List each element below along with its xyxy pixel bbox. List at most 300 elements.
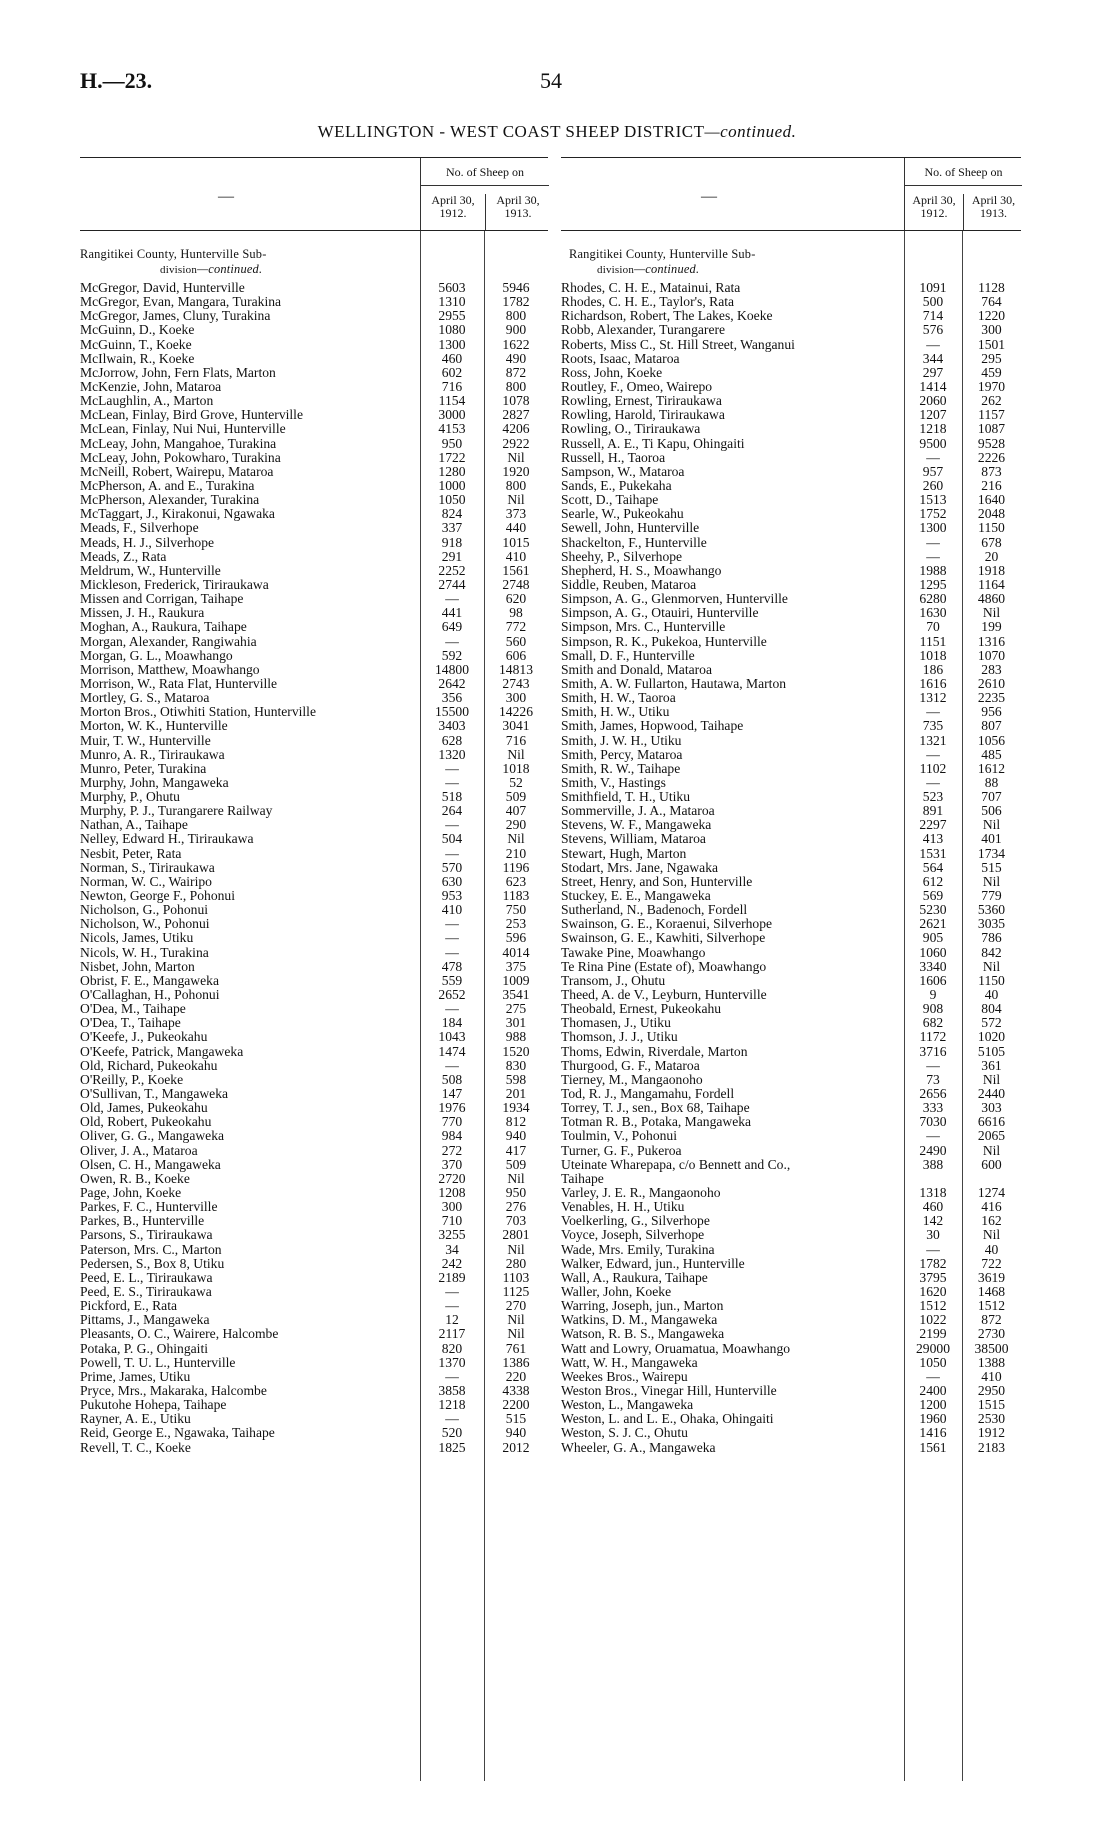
table-row — [80, 705, 548, 719]
report-reference: H.—23. — [80, 68, 153, 93]
owner-name: Sewell, John, Hunterville — [561, 521, 700, 536]
owner-name: Olsen, C. H., Mangaweka — [80, 1157, 221, 1172]
sheep-1912: 714 — [922, 308, 944, 324]
sheep-1913: 506 — [981, 803, 1002, 819]
sheep-1912: 2199 — [919, 1326, 947, 1342]
sheep-1913: 900 — [505, 322, 527, 338]
owner-name: Smith, R. W., Taihape — [561, 761, 681, 776]
sheep-1912: 1300 — [919, 520, 947, 536]
owner-name: Nicholson, W., Pohonui — [80, 917, 210, 932]
sheep-1913: 2226 — [977, 449, 1006, 465]
sheep-1912: 272 — [441, 1142, 463, 1158]
sheep-1913: 275 — [505, 1001, 527, 1017]
sheep-1913: 707 — [981, 789, 1002, 805]
sheep-1912: 15500 — [435, 704, 469, 720]
sheep-1913: 407 — [505, 803, 527, 819]
table-row — [80, 1243, 548, 1257]
table-row — [561, 832, 1021, 846]
owner-name: Thurgood, G. F., Mataroa — [561, 1058, 700, 1073]
sheep-1912: 1512 — [919, 1298, 947, 1314]
sheep-1912: 6280 — [919, 591, 947, 607]
sheep-1913: 872 — [505, 364, 527, 380]
sheep-1913: 301 — [505, 1015, 527, 1031]
table-row — [561, 1200, 1021, 1214]
owner-name: O'Dea, M., Taihape — [80, 1002, 186, 1017]
owner-name: McNeill, Robert, Wairepu, Mataroa — [80, 464, 274, 479]
owner-name: Weekes Bros., Wairepu — [561, 1369, 688, 1384]
sheep-1912: 3795 — [919, 1269, 947, 1285]
owner-name: Morrison, Matthew, Moawhango — [80, 662, 260, 677]
owner-name: O'Callaghan, H., Pohonui — [80, 988, 220, 1003]
owner-name: McGregor, James, Cluny, Turakina — [80, 309, 271, 324]
sheep-1912: 370 — [441, 1156, 463, 1172]
owner-name: Moghan, A., Raukura, Taihape — [80, 620, 247, 635]
sheep-1912: 630 — [441, 873, 463, 889]
sheep-1912: 3716 — [919, 1043, 947, 1059]
sheep-1912: 297 — [922, 364, 944, 380]
table-row — [561, 521, 1021, 535]
sheep-1913: Nil — [982, 1227, 1001, 1243]
owner-name: Siddle, Reuben, Mataroa — [561, 577, 697, 592]
sheep-1912: 2744 — [438, 576, 466, 592]
owner-name: Peed, E. S., Tiriraukawa — [80, 1284, 212, 1299]
sheep-1913: 52 — [509, 774, 523, 790]
owner-name: Stevens, William, Mataroa — [561, 832, 706, 847]
sheep-1912: — — [445, 845, 459, 861]
owner-name: Pukutohe Hohepa, Taihape — [80, 1398, 227, 1413]
sheep-1912: 1414 — [919, 378, 947, 394]
sheep-1913: 1468 — [977, 1283, 1006, 1299]
sheep-1912: 5230 — [919, 902, 947, 918]
sheep-1913: 1274 — [977, 1185, 1006, 1200]
table-row — [561, 295, 1021, 309]
sheep-1912: 2720 — [438, 1170, 466, 1186]
sheep-1912: 1782 — [919, 1255, 947, 1271]
owner-name: McGregor, David, Hunterville — [80, 281, 245, 295]
table-row — [561, 1101, 1021, 1115]
table-row — [80, 1370, 548, 1384]
table-row — [80, 309, 548, 323]
table-row — [80, 1426, 548, 1440]
sheep-1913: 1078 — [502, 393, 530, 409]
owner-name: Voyce, Joseph, Silverhope — [561, 1228, 705, 1243]
sheep-1912: 29000 — [916, 1340, 950, 1356]
table-row — [80, 861, 548, 875]
sheep-1913: 872 — [981, 1312, 1002, 1328]
table-row — [80, 1016, 548, 1030]
sheep-1912: 3340 — [919, 958, 947, 974]
table-row — [561, 1228, 1021, 1242]
sheep-1912: 1060 — [919, 944, 947, 960]
table-row — [80, 1285, 548, 1299]
sheep-1912: 300 — [441, 1199, 463, 1215]
left-table — [80, 157, 548, 1781]
owner-name: Smith, H. W., Taoroa — [561, 691, 676, 706]
table-row — [80, 1059, 548, 1073]
sheep-1912: 460 — [922, 1199, 944, 1215]
owner-name: Norman, S., Tiriraukawa — [80, 860, 215, 875]
sheep-1913: 2743 — [502, 675, 530, 691]
sheep-1912: 1616 — [919, 675, 947, 691]
table-row — [80, 366, 548, 380]
table-row — [80, 1144, 548, 1158]
sheep-1913: 303 — [981, 1100, 1002, 1116]
owner-name: Pryce, Mrs., Makaraka, Halcombe — [80, 1383, 267, 1398]
sheep-1912: — — [926, 534, 940, 550]
sheep-1912: 1531 — [919, 845, 947, 861]
sheep-1912: 1988 — [919, 562, 947, 578]
sheep-1912: 1151 — [919, 633, 947, 649]
table-row — [561, 620, 1021, 634]
sheep-1913: 2530 — [977, 1411, 1006, 1427]
table-row — [80, 550, 548, 564]
table-row — [80, 691, 548, 705]
owner-name: Paterson, Mrs. C., Marton — [80, 1242, 222, 1257]
sheep-1913: 807 — [981, 718, 1002, 734]
sheep-1913: 280 — [505, 1255, 527, 1271]
table-row — [80, 592, 548, 606]
owner-name: McLean, Finlay, Bird Grove, Hunterville — [80, 408, 303, 423]
table-row — [80, 451, 548, 465]
table-row — [561, 677, 1021, 691]
table-row — [561, 1045, 1021, 1059]
owner-name: Nisbet, John, Marton — [80, 959, 195, 974]
sheep-1912: 508 — [441, 1071, 463, 1087]
sheep-1913: 1018 — [502, 760, 530, 776]
sheep-1913: 1087 — [977, 421, 1006, 437]
table-row — [561, 1426, 1021, 1440]
sheep-1913: 1316 — [977, 633, 1006, 649]
sheep-count-header — [420, 158, 549, 230]
table-row — [561, 394, 1021, 408]
table-row — [80, 1257, 548, 1271]
sheep-1912: 2642 — [438, 675, 466, 691]
table-row — [561, 550, 1021, 564]
sheep-1913: 1015 — [502, 534, 530, 550]
table-row — [561, 1243, 1021, 1257]
table-row — [561, 281, 1021, 295]
sheep-1913: 417 — [505, 1142, 527, 1158]
sheep-1912: 410 — [441, 902, 463, 918]
sheep-1912: 592 — [441, 647, 463, 663]
table-row — [80, 380, 548, 394]
sheep-1913: 20 — [984, 548, 999, 564]
owner-name: Stevens, W. F., Mangaweka — [561, 818, 712, 833]
sheep-1913: Nil — [507, 831, 525, 847]
sheep-1913: 410 — [505, 548, 527, 564]
owner-name: Pedersen, S., Box 8, Utiku — [80, 1256, 225, 1271]
sheep-1913: Nil — [982, 1142, 1001, 1158]
sheep-1912: 14800 — [435, 661, 469, 677]
table-row — [561, 1356, 1021, 1370]
table-row — [80, 889, 548, 903]
owner-name: Murphy, P. J., Turangarere Railway — [80, 804, 273, 819]
sheep-1912: 2621 — [919, 916, 947, 932]
owner-name: Simpson, A. G., Otauiri, Hunterville — [561, 606, 759, 621]
table-row — [561, 1002, 1021, 1016]
table-row — [80, 394, 548, 408]
owner-name: Uteinate Wharepapa, c/o Bennett and Co., — [561, 1157, 791, 1172]
left-table-body — [80, 231, 548, 1781]
sheep-1913: 750 — [505, 902, 527, 918]
sheep-1913: 761 — [505, 1340, 527, 1356]
sheep-1913: 1912 — [977, 1425, 1006, 1441]
sheep-1913: 2748 — [502, 576, 530, 592]
sheep-1913: 14813 — [499, 661, 533, 677]
table-row — [561, 366, 1021, 380]
sheep-1912: — — [926, 1057, 940, 1073]
table-row — [80, 323, 548, 337]
sheep-1913: 2730 — [977, 1326, 1006, 1342]
sheep-1912: 1091 — [919, 280, 947, 295]
sheep-1913: 6616 — [977, 1114, 1006, 1130]
sheep-1913: 416 — [981, 1199, 1002, 1215]
left-table-header — [80, 157, 548, 231]
owner-name: Theobald, Ernest, Pukeokahu — [561, 1002, 722, 1017]
owner-name: Murphy, P., Ohutu — [80, 790, 180, 805]
sheep-1912: — — [445, 944, 459, 960]
table-row — [80, 875, 548, 889]
owner-name: Theed, A. de V., Leyburn, Hunterville — [561, 988, 767, 1003]
table-row — [80, 1228, 548, 1242]
table-row — [561, 1327, 1021, 1341]
table-row — [80, 493, 548, 507]
sheep-1913: 270 — [505, 1298, 527, 1314]
owner-name: Powell, T. U. L., Hunterville — [80, 1355, 236, 1370]
sheep-1913: 5360 — [977, 902, 1006, 918]
sheep-1912: 559 — [441, 972, 463, 988]
sheep-1912: 520 — [441, 1425, 463, 1441]
sheep-1913: 1561 — [502, 562, 530, 578]
owner-name: Watt, W. H., Mangaweka — [561, 1355, 698, 1370]
sheep-1913: 800 — [505, 378, 527, 394]
name-column-dash: — — [701, 188, 717, 205]
sheep-1913: 459 — [981, 364, 1002, 380]
table-row — [561, 536, 1021, 550]
owner-name: Voelkerling, G., Silverhope — [561, 1214, 710, 1229]
sheep-1913: 262 — [981, 393, 1002, 409]
sheep-1913: 1056 — [977, 732, 1006, 748]
table-row — [561, 1158, 1021, 1172]
sheep-1913: 220 — [505, 1368, 527, 1384]
table-row — [561, 465, 1021, 479]
owner-name: McGregor, Evan, Mangara, Turakina — [80, 295, 282, 310]
sheep-1913: 2235 — [977, 690, 1006, 706]
owner-name: O'Sullivan, T., Mangaweka — [80, 1087, 229, 1102]
owner-name: Reid, George E., Ngawaka, Taihape — [80, 1426, 275, 1441]
table-row — [561, 719, 1021, 733]
sheep-1913: 375 — [505, 958, 527, 974]
sheep-1912: 1218 — [438, 1397, 466, 1413]
table-row — [561, 1299, 1021, 1313]
sheep-1913: 1612 — [977, 760, 1006, 776]
owner-name: Morrison, W., Rata Flat, Hunterville — [80, 676, 278, 691]
owner-name: Smith, A. W. Fullarton, Hautawa, Marton — [561, 676, 787, 691]
sheep-1913: 804 — [981, 1001, 1002, 1017]
sheep-1913: 830 — [505, 1057, 527, 1073]
sheep-1912: 1370 — [438, 1354, 466, 1370]
table-row — [80, 1412, 548, 1426]
sheep-1913: 1512 — [977, 1298, 1006, 1314]
owner-name: Pittams, J., Mangaweka — [80, 1313, 210, 1328]
table-row — [80, 1186, 548, 1200]
owner-name: Weston Bros., Vinegar Hill, Hunterville — [561, 1383, 777, 1398]
sheep-1912: 186 — [922, 661, 944, 677]
sheep-1913: 201 — [505, 1086, 527, 1102]
sheep-1913: 162 — [981, 1213, 1002, 1229]
owner-name: Waller, John, Koeke — [561, 1284, 672, 1299]
table-row — [80, 1342, 548, 1356]
owner-name: Oliver, J. A., Mataroa — [80, 1143, 198, 1158]
page-number: 54 — [540, 68, 562, 93]
table-row — [80, 352, 548, 366]
table-row — [80, 734, 548, 748]
sheep-1913: 88 — [984, 774, 999, 790]
sheep-1912: 30 — [926, 1227, 940, 1243]
name-column-dash: — — [218, 188, 234, 205]
sheep-1912: 1102 — [919, 760, 947, 776]
sheep-1912: 905 — [922, 930, 944, 946]
sheep-1913: Nil — [982, 1071, 1001, 1087]
sheep-1913: 300 — [505, 690, 527, 706]
sheep-1912: 291 — [441, 548, 463, 564]
sheep-1912: 1620 — [919, 1283, 947, 1299]
table-row — [561, 479, 1021, 493]
table-row — [80, 507, 548, 521]
owner-name: Weston, S. J. C., Ohutu — [561, 1426, 688, 1441]
owner-name: Potaka, P. G., Ohingaiti — [80, 1341, 209, 1356]
sheep-1912: 1043 — [438, 1029, 466, 1045]
table-row — [80, 479, 548, 493]
sheep-1912: 478 — [441, 958, 463, 974]
owner-name: Swainson, G. E., Kawhiti, Silverhope — [561, 931, 766, 946]
sheep-1913: 253 — [505, 916, 527, 932]
sheep-1912: — — [926, 548, 940, 564]
table-row — [80, 606, 548, 620]
sheep-1912: 1022 — [919, 1312, 947, 1328]
sheep-1913: 490 — [505, 350, 527, 366]
sheep-1912: 1000 — [438, 477, 466, 493]
table-row — [80, 1200, 548, 1214]
sheep-1913: 2200 — [502, 1397, 530, 1413]
sheep-1913: 940 — [505, 1425, 527, 1441]
table-row — [80, 1158, 548, 1172]
sheep-1912: 953 — [441, 888, 463, 904]
owner-name: Russell, A. E., Ti Kapu, Ohingaiti — [561, 436, 745, 451]
owner-name: McIlwain, R., Koeke — [80, 351, 195, 366]
table-row — [561, 1271, 1021, 1285]
sheep-1912: 735 — [922, 718, 944, 734]
owner-name: Sommerville, J. A., Mataroa — [561, 804, 715, 819]
table-row — [80, 521, 548, 535]
sheep-1912: 1200 — [919, 1397, 947, 1413]
owner-name: Wheeler, G. A., Mangaweka — [561, 1440, 716, 1455]
owner-name: Morgan, G. L., Moawhango — [80, 648, 233, 663]
table-row — [561, 1370, 1021, 1384]
table-row — [80, 1101, 548, 1115]
owner-name: Ross, John, Koeke — [561, 365, 663, 380]
sheep-1912: — — [445, 1001, 459, 1017]
table-row — [561, 422, 1021, 436]
table-row — [561, 1398, 1021, 1412]
sheep-1912: 34 — [445, 1241, 459, 1257]
sheep-1912: 569 — [922, 888, 944, 904]
owner-name: Weston, L., Mangaweka — [561, 1398, 694, 1413]
sheep-1912: 891 — [922, 803, 944, 819]
sheep-1912: 564 — [922, 859, 944, 875]
right-rows — [561, 281, 1021, 1455]
table-row — [561, 1342, 1021, 1356]
owner-name: Meads, H. J., Silverhope — [80, 535, 215, 550]
table-row — [561, 437, 1021, 451]
owner-name: Venables, H. H., Utiku — [561, 1200, 685, 1215]
sheep-1912: 3403 — [438, 718, 466, 734]
sheep-1913: 940 — [505, 1128, 527, 1144]
owner-name: Searle, W., Pukeokahu — [561, 507, 684, 522]
sheep-1913: 2827 — [502, 407, 530, 423]
sheep-1912: 441 — [441, 605, 463, 621]
owner-name: McLaughlin, A., Marton — [80, 394, 214, 409]
owner-name: Murphy, John, Mangaweka — [80, 775, 229, 790]
sheep-1913: 98 — [509, 605, 523, 621]
sheep-1912: 1280 — [438, 463, 466, 479]
owner-name: Smith, V., Hastings — [561, 775, 666, 790]
table-row — [561, 960, 1021, 974]
sheep-1913: 842 — [981, 944, 1002, 960]
sheep-1913: 290 — [505, 817, 527, 833]
sheep-1912: 1960 — [919, 1411, 947, 1427]
sheep-1912: 5603 — [438, 280, 466, 295]
table-row — [561, 903, 1021, 917]
sheep-1912: 1218 — [919, 421, 947, 437]
sheep-1912: 1976 — [438, 1100, 466, 1116]
owner-name: Torrey, T. J., sen., Box 68, Taihape — [561, 1101, 750, 1116]
table-row — [561, 1144, 1021, 1158]
sheep-1913: 295 — [981, 350, 1002, 366]
table-row — [80, 677, 548, 691]
sheep-1913: 1970 — [977, 378, 1006, 394]
table-row — [561, 931, 1021, 945]
owner-name: Thoms, Edwin, Riverdale, Marton — [561, 1044, 748, 1059]
sheep-1912: 3255 — [438, 1227, 466, 1243]
sheep-1913: 373 — [505, 506, 527, 522]
sheep-1912: 1474 — [438, 1043, 466, 1059]
sheep-1913: 560 — [505, 633, 527, 649]
sheep-1913: 812 — [505, 1114, 527, 1130]
sheep-1912: 413 — [922, 831, 944, 847]
table-row — [80, 762, 548, 776]
owner-name: Old, James, Pukeokahu — [80, 1101, 208, 1116]
table-row — [80, 635, 548, 649]
table-row — [80, 1030, 548, 1044]
owner-name: Mortley, G. S., Mataroa — [80, 691, 210, 706]
table-row — [561, 1257, 1021, 1271]
table-row — [80, 1356, 548, 1370]
table-row — [561, 1412, 1021, 1426]
owner-name: Muir, T. W., Hunterville — [80, 733, 211, 748]
owner-name: McLeay, John, Mangahoe, Turakina — [80, 436, 277, 451]
sheep-1913: 873 — [981, 463, 1002, 479]
sheep-1913: 199 — [981, 619, 1002, 635]
owner-name: Parsons, S., Tiriraukawa — [80, 1228, 213, 1243]
sheep-1912: 184 — [441, 1015, 463, 1031]
sheep-1913: 779 — [981, 888, 1002, 904]
sheep-1912: 2400 — [919, 1382, 947, 1398]
sheep-count-header — [904, 158, 1022, 230]
owner-name: Mickleson, Frederick, Tiriraukawa — [80, 577, 269, 592]
owner-name: Nelley, Edward H., Tiriraukawa — [80, 832, 254, 847]
sheep-1913: Nil — [982, 817, 1001, 833]
